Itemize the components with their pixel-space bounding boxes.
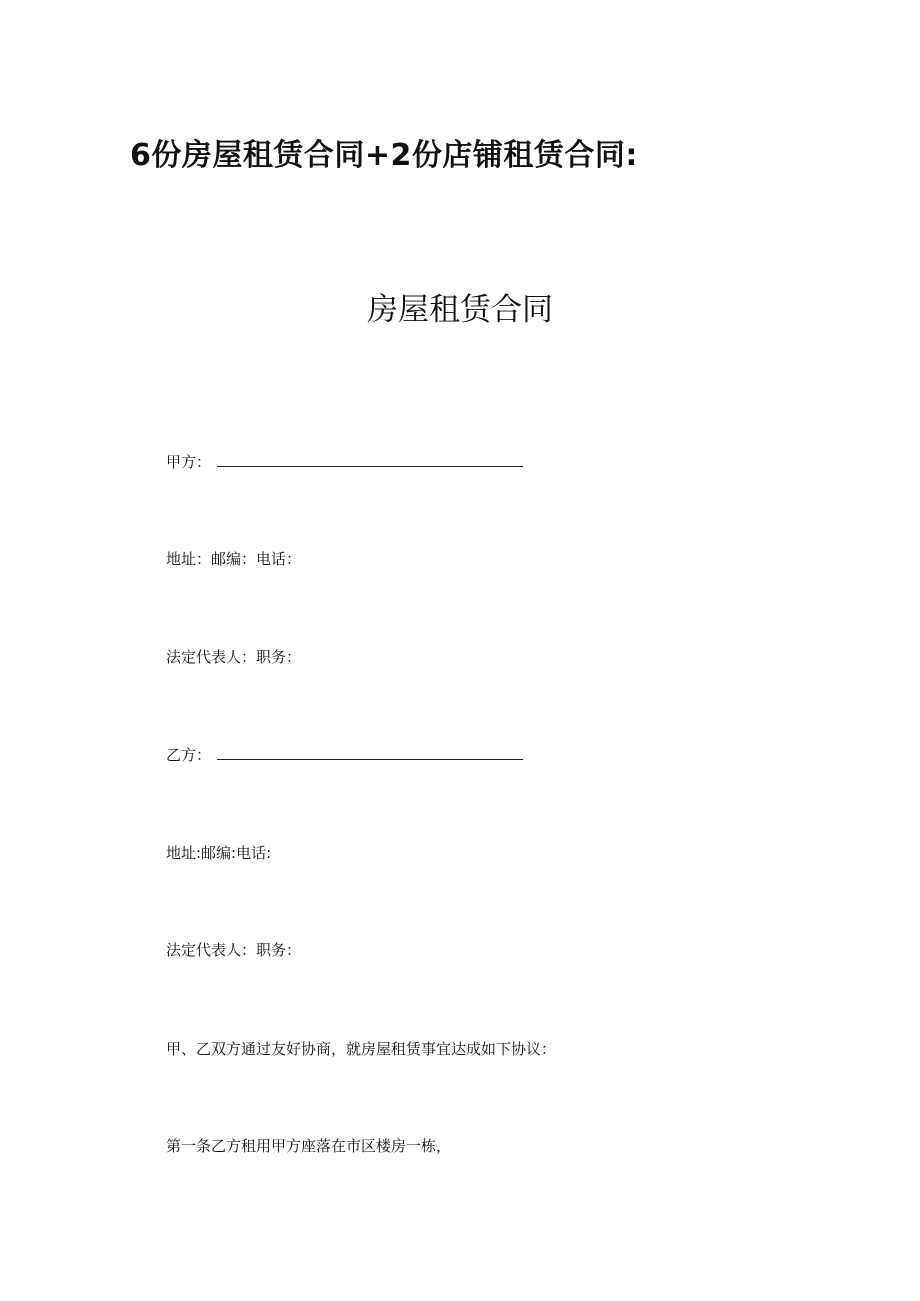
contract-title: 房屋租赁合同 [367, 292, 553, 328]
party-b-address-line: 地址:邮编:电话: [166, 844, 272, 862]
party-a-line [166, 452, 523, 472]
party-b-representative-line: 法定代表人：职务： [166, 941, 302, 959]
party-a-representative-line: 法定代表人：职务： [166, 648, 302, 666]
party-a-blank [217, 452, 523, 467]
agreement-intro: 甲、乙双方通过友好协商，就房屋租赁事宜达成如下协议： [166, 1040, 557, 1058]
party-a-address-line: 地址：邮编：电话： [166, 550, 302, 568]
document-title: 6份房屋租赁合同+2份店铺租赁合同: [130, 138, 638, 173]
party-a-label: 甲方： [166, 453, 212, 471]
article-1: 第一条乙方租用甲方座落在市区楼房一栋， [166, 1137, 452, 1155]
party-b-blank [217, 745, 523, 760]
party-b-line [166, 745, 523, 765]
party-b-label: 乙方： [166, 746, 212, 764]
